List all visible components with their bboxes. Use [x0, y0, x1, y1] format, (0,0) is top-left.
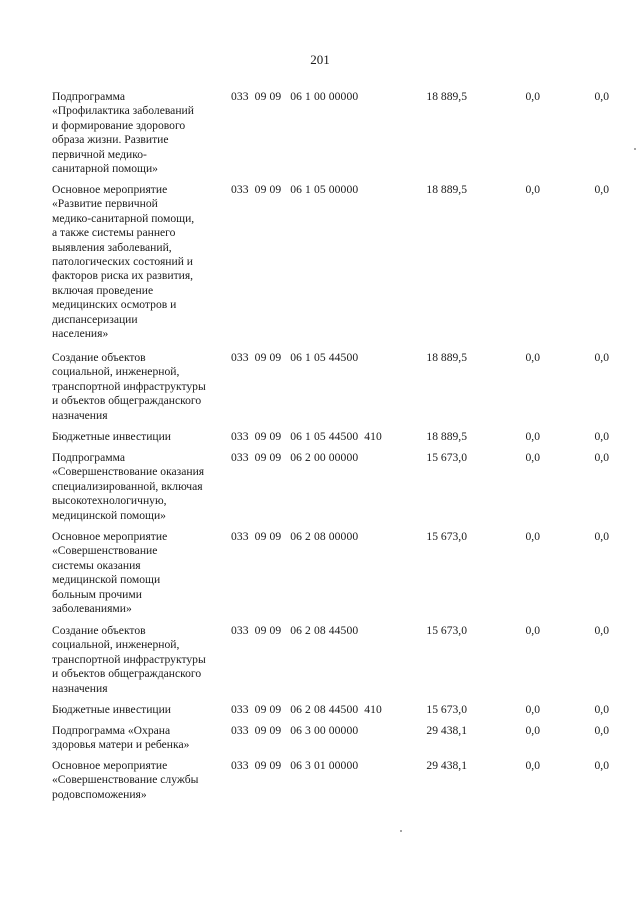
- row-name: Создание объектов социальной, инженерной, транспортной инфраструктуры и объектов общегражданского назначения: [52, 624, 206, 695]
- row-name: Создание объектов социальной, инженерной, транспортной инфраструктуры и объектов общегражданского назначения: [52, 351, 206, 422]
- row-sum: 15 673,0: [426, 624, 467, 637]
- row-name: Основное мероприятие «Совершенствование службы родовспоможения»: [52, 759, 199, 801]
- row-value-2: 0,0: [594, 703, 609, 716]
- row-sum: 15 673,0: [426, 451, 467, 464]
- row-sum: 15 673,0: [426, 530, 467, 543]
- row-code: 033 09 09 06 2 00 00000: [231, 451, 359, 464]
- row-value-2: 0,0: [594, 759, 609, 772]
- row-value-2: 0,0: [594, 451, 609, 464]
- row-code: 033 09 09 06 3 01 00000: [231, 759, 359, 772]
- row-value-1: 0,0: [525, 624, 540, 637]
- scan-speck: [400, 830, 402, 832]
- row-name: Бюджетные инвестиции: [52, 430, 172, 443]
- row-name: Основное мероприятие «Развитие первичной медико-санитарной помощи, а также системы раннего выявления заболеваний, патологических состояний и факторов риска их развития, включая проведение медицинских осмотров и диспансеризации населения»: [52, 183, 195, 341]
- row-value-1: 0,0: [525, 530, 540, 543]
- row-value-1: 0,0: [525, 90, 540, 103]
- row-code: 033 09 09 06 1 05 44500: [231, 351, 359, 364]
- row-value-1: 0,0: [525, 451, 540, 464]
- row-code: 033 09 09 06 2 08 44500 410: [231, 703, 382, 716]
- row-code: 033 09 09 06 2 08 44500: [231, 624, 359, 637]
- row-value-1: 0,0: [525, 703, 540, 716]
- row-value-2: 0,0: [594, 724, 609, 737]
- row-sum: 15 673,0: [426, 703, 467, 716]
- row-code: 033 09 09 06 1 00 00000: [231, 90, 359, 103]
- row-sum: 18 889,5: [426, 183, 467, 196]
- row-sum: 18 889,5: [426, 351, 467, 364]
- row-code: 033 09 09 06 2 08 00000: [231, 530, 359, 543]
- row-name: Подпрограмма «Совершенствование оказания специализированной, включая высокотехнологичную, медицинской помощи»: [52, 451, 205, 522]
- page-number: 201: [310, 52, 330, 67]
- row-name: Бюджетные инвестиции: [52, 703, 172, 716]
- row-sum: 18 889,5: [426, 430, 467, 443]
- row-name: Подпрограмма «Охрана здоровья матери и ребенка»: [52, 724, 190, 752]
- row-value-2: 0,0: [594, 530, 609, 543]
- row-sum: 29 438,1: [426, 724, 467, 737]
- row-code: 033 09 09 06 1 05 44500 410: [231, 430, 382, 443]
- row-value-1: 0,0: [525, 724, 540, 737]
- row-value-2: 0,0: [594, 183, 609, 196]
- row-name: Подпрограмма «Профилактика заболеваний и формирование здорового образа жизни. Развитие первичной медико- санитарной помощи»: [52, 90, 194, 176]
- row-sum: 29 438,1: [426, 759, 467, 772]
- row-code: 033 09 09 06 1 05 00000: [231, 183, 359, 196]
- row-value-1: 0,0: [525, 759, 540, 772]
- scan-speck: [634, 148, 636, 150]
- row-value-1: 0,0: [525, 430, 540, 443]
- row-value-2: 0,0: [594, 430, 609, 443]
- row-value-2: 0,0: [594, 90, 609, 103]
- row-code: 033 09 09 06 3 00 00000: [231, 724, 359, 737]
- row-value-1: 0,0: [525, 351, 540, 364]
- row-name: Основное мероприятие «Совершенствование системы оказания медицинской помощи больным прочими заболеваниями»: [52, 530, 168, 616]
- row-value-1: 0,0: [525, 183, 540, 196]
- row-sum: 18 889,5: [426, 90, 467, 103]
- row-value-2: 0,0: [594, 351, 609, 364]
- row-value-2: 0,0: [594, 624, 609, 637]
